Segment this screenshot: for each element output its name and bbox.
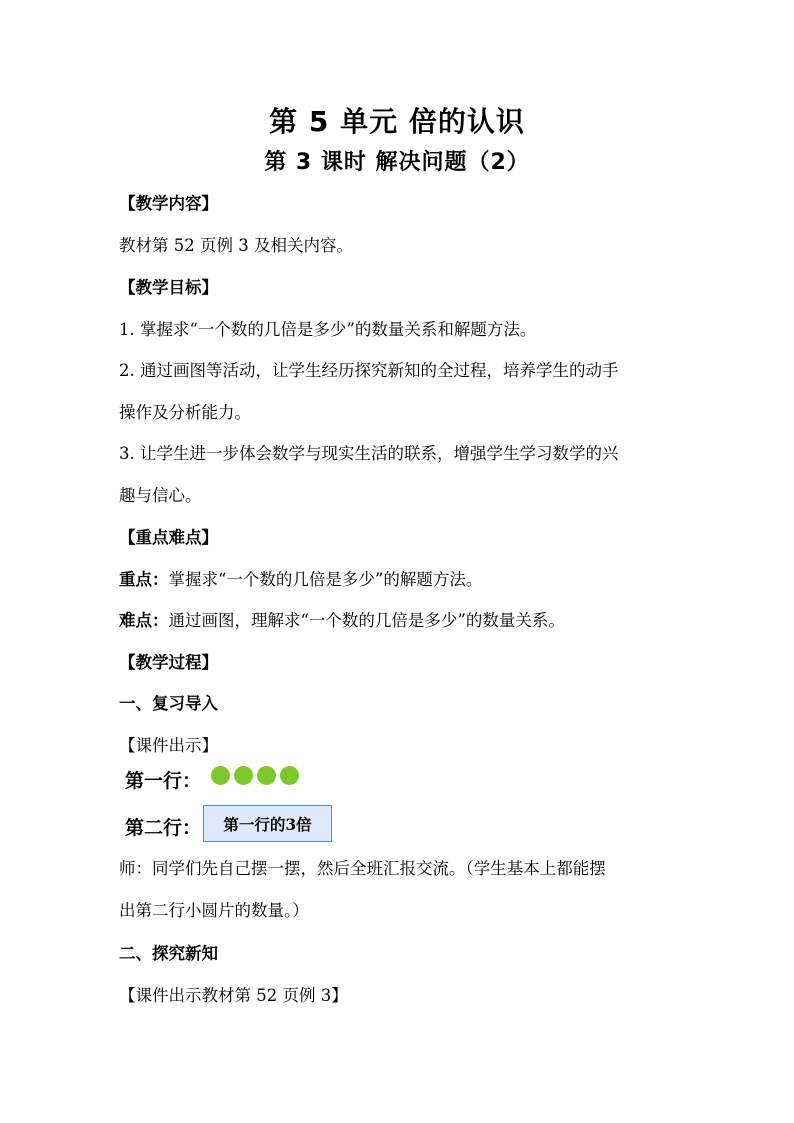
section-teaching-content: 【教学内容】 bbox=[119, 194, 218, 213]
teacher-line-2: 出第二行小圆片的数量。） bbox=[119, 901, 309, 920]
row2-label: 第二行： bbox=[125, 817, 202, 839]
green-dot bbox=[211, 766, 230, 785]
difficulty-text: 通过画图，理解求“一个数的几倍是多少”的数量关系。 bbox=[168, 611, 565, 630]
section-key-points: 【重点难点】 bbox=[119, 528, 218, 547]
green-dot bbox=[234, 766, 253, 785]
key-point-text: 掌握求“一个数的几倍是多少”的解题方法。 bbox=[168, 570, 483, 589]
row1-dots bbox=[211, 766, 299, 785]
green-dot bbox=[257, 766, 276, 785]
goal-3-line-2: 趣与信心。 bbox=[119, 486, 202, 505]
green-dot bbox=[280, 766, 299, 785]
teaching-content-text: 教材第 52 页例 3 及相关内容。 bbox=[119, 236, 353, 255]
courseware-show: 【课件出示】 bbox=[119, 736, 218, 755]
part1-heading: 一、复习导入 bbox=[119, 694, 218, 713]
goal-2-line-2: 操作及分析能力。 bbox=[119, 403, 251, 422]
courseware-show-2: 【课件出示教材第 52 页例 3】 bbox=[119, 986, 348, 1005]
page-title: 第 5 单元 倍的认识 bbox=[269, 105, 525, 138]
row2-callout-box: 第一行的3倍 bbox=[203, 805, 332, 842]
key-point-label: 重点： bbox=[119, 570, 169, 589]
difficulty-line bbox=[119, 607, 565, 631]
page-subtitle: 第 3 课时 解决问题（2） bbox=[264, 150, 530, 175]
part2-heading: 二、探究新知 bbox=[119, 944, 218, 963]
goal-3-line-1: 3. 让学生进一步体会数学与现实生活的联系，增强学生学习数学的兴 bbox=[119, 444, 619, 463]
goal-1: 1. 掌握求“一个数的几倍是多少”的数量关系和解题方法。 bbox=[119, 320, 537, 339]
difficulty-label: 难点： bbox=[119, 611, 169, 630]
row1-label: 第一行： bbox=[125, 770, 202, 792]
section-goals: 【教学目标】 bbox=[119, 278, 218, 297]
teacher-line-1: 师：同学们先自己摆一摆，然后全班汇报交流。（学生基本上都能摆 bbox=[119, 859, 606, 878]
section-process: 【教学过程】 bbox=[119, 653, 218, 672]
goal-2-line-1: 2. 通过画图等活动，让学生经历探究新知的全过程，培养学生的动手 bbox=[119, 361, 619, 380]
key-point-line bbox=[119, 566, 482, 590]
